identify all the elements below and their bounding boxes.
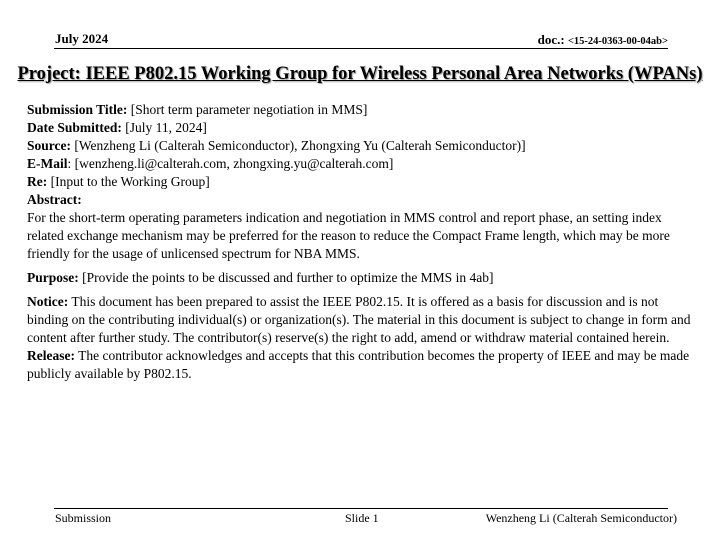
notice-line — [27, 293, 694, 347]
purpose-value: [Provide the points to be discussed and further to optimize the MMS in 4ab] — [78, 270, 494, 285]
re-line — [27, 173, 694, 191]
re-label: Re: — [27, 174, 48, 189]
header-rule — [54, 48, 668, 49]
submission-body — [27, 101, 694, 383]
email-value: : [wenzheng.li@calterah.com, zhongxing.yu@calterah.com] — [67, 156, 394, 171]
purpose-line — [27, 269, 694, 287]
doc-number: <15-24-0363-00-04ab> — [567, 36, 668, 47]
footer-rule — [54, 508, 668, 509]
date-submitted-value: [July 11, 2024] — [121, 120, 207, 135]
submission-title-value: [Short term parameter negotiation in MMS] — [127, 102, 368, 117]
date-submitted-label: Date Submitted: — [27, 120, 122, 135]
notice-value: This document has been prepared to assist the IEEE P802.15. It is offered as a basis for discussion and is not binding on the contributing individual(s) or organization(s). The material in this document is subject to change in form and content after further study. The contributor(s) reserve(s) the right to add, amend or withdraw material contained herein. — [27, 294, 691, 345]
submission-title-line — [27, 101, 694, 119]
re-value: [Input to the Working Group] — [47, 174, 210, 189]
source-label: Source: — [27, 138, 71, 153]
purpose-label: Purpose: — [27, 270, 79, 285]
footer-slide-number: Slide 1 — [345, 511, 379, 525]
date-submitted-line — [27, 119, 694, 137]
source-line — [27, 137, 694, 155]
header-doc-number — [538, 32, 668, 48]
footer-author: Wenzheng Li (Calterah Semiconductor) — [485, 511, 677, 525]
email-label: E-Mail — [27, 156, 68, 171]
submission-title-label: Submission Title: — [27, 102, 128, 117]
doc-label: doc.: — [537, 32, 568, 47]
email-line — [27, 155, 694, 173]
abstract-label: Abstract: — [27, 192, 82, 207]
header-date: July 2024 — [55, 31, 109, 46]
release-line — [27, 347, 694, 383]
source-value: [Wenzheng Li (Calterah Semiconductor), Zhongxing Yu (Calterah Semiconductor)] — [71, 138, 526, 153]
release-value: The contributor acknowledges and accepts that this contribution becomes the property of IEEE and may be made publicly available by P802.15. — [27, 348, 690, 381]
notice-label: Notice: — [27, 294, 69, 309]
footer-submission: Submission — [55, 511, 112, 525]
release-label: Release: — [27, 348, 75, 363]
project-title: Project: IEEE P802.15 Working Group for Wireless Personal Area Networks (WPANs) — [17, 64, 703, 84]
abstract-text: For the short-term operating parameters indication and negotiation in MMS control and report phase, an setting index related exchange mechanism may be preferred for the reason to reduce the Compact Frame length, which may be more friendly for the usage of unlicensed spectrum for NBA MMS. — [27, 210, 670, 261]
